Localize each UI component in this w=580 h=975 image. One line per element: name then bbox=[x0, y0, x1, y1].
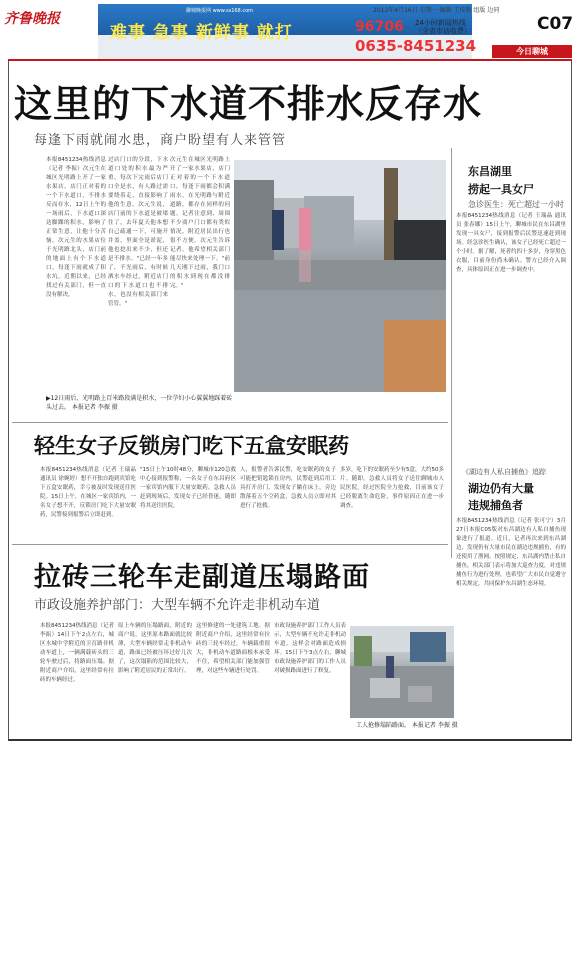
sidebar2-headline-line1: 湖边仍有大量 bbox=[468, 482, 534, 495]
article2-col-1: 本报8451234热线消息（记者 王瑞晶 通讯员 徐婉婷）想不开独自跑到宾馆吃下五盒安眠药，幸亏被及时发现送往医院。15日上午，在城区一家宾馆内，一名女子想不开，反锁房门吃下大量安眠药，民警接到报警后立即赶到。 bbox=[40, 467, 136, 518]
hotline-box bbox=[355, 19, 477, 57]
article2-col-4: 多岁，吃下的安眠药至少有5盒，大约50多片。随即，急救人员将女子送往聊城市人民医院。经过医院全力抢救，目前该女子已经脱离生命危险，事件原因正在进一步调查。 bbox=[340, 467, 444, 509]
street-flood-photo bbox=[234, 160, 446, 392]
lead-col-1: 本报8451234热线消息（记者 李振）次元生在城区光明路上开了一家水果店，店门正对着的一个下水道口，不排水反而存水，12日上午的一场雨后，下水道口深达脚踝的积水，影响了正常生意，让他十分苦恼。次元生的水果店位于光明路北头，店门前的地面上有个下水道口，每逢下雨就成了积水坑，近期以来，已经找过有关部门，但一直没有解决。 bbox=[46, 157, 106, 298]
lead-photo-caption: ▶12日雨后，光明路上百米路段满是积水，一位孕妇小心翼翼地踩着砖头过去。 本报记者 李振 摄 bbox=[46, 395, 233, 411]
article-divider bbox=[12, 544, 448, 545]
sidebar2-kicker: 《湖边有人私自捕鱼》追踪 bbox=[462, 468, 546, 476]
ad-slogan: 难事 急事 新鲜事 就打 bbox=[110, 23, 293, 43]
lead-col-3: 次元生在城区光明路上开了一家水果店，店门正对着的一个下水道口，每逢下雨都会积满雨水。在光明路与附近道路，都存在同样的问题。记者注意到，周围不少商户门口都有类似情况，附近居民出行也很不方便。次元生告诉记者，他希望相关部门能尽快来处理一下。"前几天刚下过雨，我门口的积水到现在都没排完。" bbox=[170, 157, 230, 289]
sidebar1-body: 本报8451234热线消息（记者 王瑞晶 通讯员 张春娜）15日上午，聊城市民在东昌湖里发现一具女尸，接到报警后民警迅速赶到现场。经急诊医生确认，该女子已经死亡超过一个小时。据了解，死者约四十多岁，身穿黑色衣服，目前身份尚未确认。警方已经介入调查，具体原因正在进一步调查中。 bbox=[456, 213, 566, 273]
masthead: 齐鲁晚报 bbox=[4, 11, 60, 27]
date-meta: 2012年4月16日 星期一 编辑 王传胜 组版 边同 bbox=[373, 7, 500, 14]
article3-col-3: 这里修建的一处建筑工地。据附近商户介绍，这里经常有拉砖的三轮车经过，车辆载重很大，非机动车道路面根本承受不住，希望相关部门能加强管理，对这些车辆进行处罚。 bbox=[196, 623, 270, 674]
article3-photo bbox=[350, 626, 454, 718]
article2-col-2: "15日上午10时48分，聊城市120急救中心接到报警称，一名女子在东昌府区一家宾馆内服下大量安眠药。急救人员赶到现场后，发现女子已经昏迷，随即将其送往医院。 bbox=[140, 467, 236, 509]
lead-col-2: 过店门口的分段，下水道口处的积水最为严重。每次下完雨后店门口全是水，有人路过需要绕着走，直接影响了他的生意。次元生说，店门前的下水道是被堵住了，去年夏天他本想自己疏通一下，可施开井盖，里面全是淤泥，他也挖出来不少，但还是不排水。"已经一年多了，不光雨后，有时候洒水车经过，附近店门口的下水道口也不排水，也没有相关部门来管管。" bbox=[108, 157, 168, 307]
ad-site-url: 聊城晚报网 www.ss168.com bbox=[186, 8, 254, 14]
article3-subhead: 市政设施养护部门：大型车辆不允许走非机动车道 bbox=[34, 598, 321, 613]
sidebar1-headline-line1: 东昌湖里 bbox=[468, 165, 512, 178]
sidebar1-headline-line2: 捞起一具女尸 bbox=[468, 183, 534, 196]
collapsed-road-photo bbox=[350, 626, 454, 718]
lead-subhead: 每逢下雨就闹水患，商户盼望有人来管管 bbox=[34, 133, 287, 148]
article3-photo-caption: 工人抢修塌陷路面。 本报记者 李振 摄 bbox=[356, 722, 458, 729]
hotline-note: 24小时新闻热线（全省市话收费） bbox=[415, 19, 471, 35]
page-header bbox=[0, 0, 580, 60]
hotline-number: 96706 bbox=[355, 19, 404, 35]
article3-col-1: 本报8451234热线消息（记者 李振）14日下午2点左右，城区水城中学附近的卫育路非机动车道上，一辆满载砖头的三轮车驶过后，将路面压塌。据附近商户介绍，这里经常有拉砖的车辆经过。 bbox=[40, 623, 114, 683]
sidebar2-headline-line2: 违规捕鱼者 bbox=[468, 499, 523, 512]
article3-col-4: 市政设施养护部门工作人员表示，大型车辆不允许走非机动车道，这样会对路面造成损坏。15日下午3点左右，聊城市政设施养护部门的工作人员对破损路面进行了修复。 bbox=[274, 623, 346, 674]
article2-col-3: 人，报警者告诉民警，吃安眠药的女子可能把钥匙锁在房内，民警赶到后用工具打开房门，发现女子躺在床上，旁边散落着五个空药盒，急救人员立即对其进行了抢救。 bbox=[240, 467, 336, 509]
sidebar1-subhead: 急诊医生：死亡超过一小时 bbox=[468, 200, 564, 209]
article-divider bbox=[12, 422, 448, 423]
lead-headline: 这里的下水道不排水反存水 bbox=[14, 82, 483, 126]
section-label: 今日聊城 bbox=[492, 45, 572, 58]
article2-headline: 轻生女子反锁房门吃下五盒安眠药 bbox=[34, 434, 349, 458]
hotline-phone: 0635-8451234 bbox=[355, 37, 477, 55]
article3-col-2: 原上车辆的压塌路面，附近的商户说，这里原本路面就比较薄，大型车辆经常走非机动车道，路面已经被压坏过好几次了，这次塌陷的范围比较大，影响了附近居民的正常出行。 bbox=[118, 623, 192, 674]
sidebar2-body: 本报8451234热线消息（记者 张可宁）3月27日本报C05版对东昌湖边有人私自捕鱼现象进行了报道。近日，记者再次来到东昌湖边，发现仍有大量市民在湖边违规捕鱼，有的还使用了渔网。按照规定，东昌湖内禁止私自捕鱼，相关部门表示将加大巡查力度，对违规捕鱼行为进行处理，也希望广大市民自觉遵守相关规定，共同保护东昌湖生态环境。 bbox=[456, 518, 566, 587]
page-number: C07 bbox=[537, 14, 574, 34]
lead-photo bbox=[234, 160, 446, 392]
column-divider bbox=[451, 148, 452, 558]
article3-headline: 拉砖三轮车走副道压塌路面 bbox=[34, 562, 370, 593]
